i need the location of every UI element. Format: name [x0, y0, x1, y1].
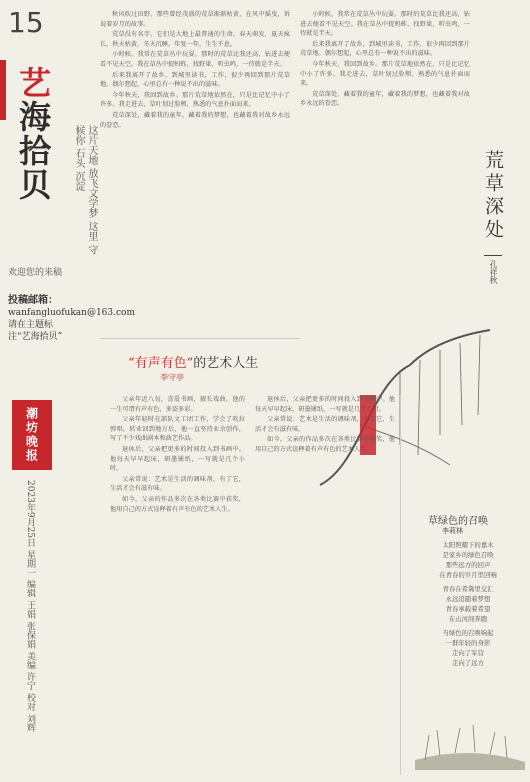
- contribution-info: [8, 295, 135, 343]
- article2-body-left: 父亲年近八旬，喜爱书画，擅长戏曲。他的一生可谓有声有色，多姿多彩。 父亲年轻时在部队文工团工作，学会了吹拉弹唱。转业回到地方后，他一直坚持业余创作，写了不少戏曲剧本和曲艺作品。 退休后，父亲把更多的时间投入到书画中。他每天早早起床，研墨铺纸，一写就是几个小时。 父亲常说：艺术是生活的调味剂，有了它，生活才会有滋有味。 如今，父亲的作品多次在各类比赛中获奖，他用自己的方式诠释着有声有色的艺术人生。: [110, 396, 245, 513]
- page-number: 15: [8, 6, 44, 39]
- poem-body: 太阳照耀下的嘉木 是家乡的绿色召唤 那些远方的回声 在青春的岁月里回响 青春在希冀里交汇 永远追随着梦想 青春承载着希望 在山河间奔跑 当绿色的召唤响起 一群年轻的身影 走向了军营 走向了远方: [439, 541, 497, 667]
- article1-author: 孔祥秋: [489, 260, 498, 284]
- article2-author: 李守亭: [160, 373, 184, 382]
- article2-body-right: 退休后，父亲把更多的时间投入到书画中。他每天早早起床，研墨铺纸，一写就是几个小时。 父亲常说：艺术是生活的调味剂，有了它，生活才会有滋有味。 如今，父亲的作品多次在各类比赛中获奖，他用自己的方式诠释着有声有色的艺术人生。: [255, 396, 395, 453]
- column-title-char-3: 拾: [14, 134, 52, 168]
- issue-info: 2023年9月25日 星期一 编辑 王娟 张保娟 美编 许宁 校对 刘辉: [25, 480, 35, 732]
- poem-author: 李莉林: [442, 527, 463, 535]
- article2-title-quote: “有声有色”: [128, 356, 194, 371]
- grass-illustration: [415, 690, 525, 770]
- column-title-char-1: 艺: [14, 66, 52, 100]
- topic-line: 欢迎您的来稿: [8, 268, 63, 278]
- article1-body-right: 小时候，我常在荒草丛中玩耍。那时的荒草比我还高，钻进去便看不见天空。我在草丛中捉蚂蚱，找野果，听虫鸣，一待就是半天。 后来我离开了故乡，到城里读书，工作，很少再回到那片荒草地。偶尔想起，心里总有一种说不出的滋味。 今年秋天，我回到故乡。那片荒草地依然在，只是比记忆中小了许多。我走进去，草叶划过脸颊，熟悉的气息扑面而来。 荒草深处，藏着我的童年，藏着我的梦想，也藏着我对故乡永远的眷恋。: [300, 11, 470, 108]
- column-rule: [400, 395, 401, 775]
- author-rule: [484, 255, 502, 256]
- article1-title: 荒草深处: [482, 150, 504, 242]
- section-divider: [100, 338, 300, 339]
- column-accent-bar: [0, 60, 6, 120]
- column-slogan: 这片天地 放飞文学梦 这里 守候你 石头 沉淀: [73, 125, 97, 255]
- contrib-email[interactable]: wanfangluofukan@163.com: [8, 308, 135, 318]
- article2-title-rest: 的艺术人生: [193, 356, 259, 371]
- newspaper-brand: 潮坊晚报: [12, 400, 52, 470]
- contrib-note: 请在主题标注“艺海拾贝”: [8, 320, 63, 342]
- column-title-char-4: 贝: [14, 168, 52, 202]
- contrib-heading: 投稿邮箱：: [8, 295, 58, 306]
- article1-body-left: 秋风吹过田野，那些曾经茂盛的荒草渐渐枯黄，在风中摇曳，诉说着岁月的故事。 荒草没有名字，它们是大地上最普通的生命。春天萌发，夏天疯长，秋天枯黄，冬天沉睡。年复一年，生生不息。 小时候，我常在荒草丛中玩耍。那时的荒草比我还高，钻进去便看不见天空。我在草丛中捉蚂蚱，找野果，听虫鸣，一待就是半天。 后来我离开了故乡，到城里读书，工作，很少再回到那片荒草地。偶尔想起，心里总有一种说不出的滋味。 今年秋天，我回到故乡。那片荒草地依然在，只是比记忆中小了许多。我走进去，草叶划过脸颊，熟悉的气息扑面而来。 荒草深处，藏着我的童年，藏着我的梦想，也藏着我对故乡永远的眷恋。: [100, 11, 290, 129]
- column-title: [12, 66, 52, 202]
- article2-title: [128, 352, 258, 371]
- column-title-char-2: 海: [14, 100, 52, 134]
- poem-title: 草绿色的召唤: [428, 516, 488, 527]
